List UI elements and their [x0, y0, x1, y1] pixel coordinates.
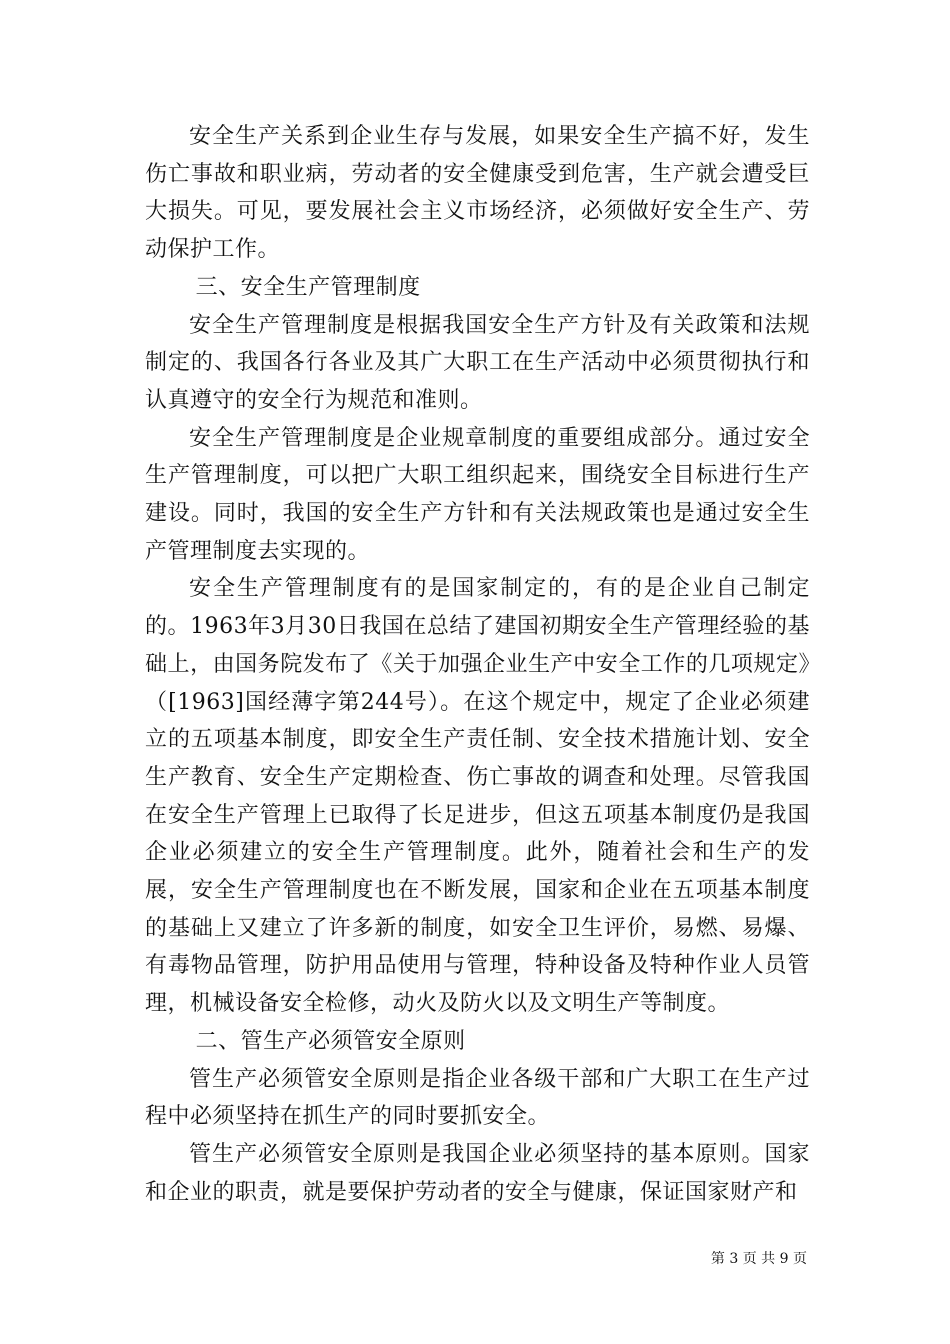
paragraph-principle-definition: 管生产必须管安全原则是指企业各级干部和广大职工在生产过程中必须坚持在抓生产的同时要抓安全。 [145, 1066, 810, 1130]
section-heading-management-system: 三、安全生产管理制度 [195, 274, 421, 300]
paragraph-system-history: 安全生产管理制度有的是国家制定的，有的是企业自己制定的。1963年3月30日我国在总结了建国初期安全生产管理经验的基础上，由国务院发布了《关于加强企业生产中安全工作的几项规定》（[1963]国经薄字第244号）。在这个规定中，规定了企业必须建立的五项基本制度，即安全生产责任制、安全技术措施计划、安全生产教育、安全生产定期检查、伤亡事故的调查和处理。尽管我国在安全生产管理上已取得了长足进步，但这五项基本制度仍是我国企业必须建立的安全生产管理制度。此外，随着社会和生产的发展，安全生产管理制度也在不断发展，国家和企业在五项基本制度的基础上又建立了许多新的制度，如安全卫生评价，易燃、易爆、有毒物品管理，防护用品使用与管理，特种设备及特种作业人员管理，机械设备安全检修，动火及防火以及文明生产等制度。 [145, 576, 810, 1017]
paragraph-system-definition: 安全生产管理制度是根据我国安全生产方针及有关政策和法规制定的、我国各行各业及其广大职工在生产活动中必须贯彻执行和认真遵守的安全行为规范和准则。 [145, 312, 810, 413]
paragraph-system-role: 安全生产管理制度是企业规章制度的重要组成部分。通过安全生产管理制度，可以把广大职工组织起来，围绕安全目标进行生产建设。同时，我国的安全生产方针和有关法规政策也是通过安全生产管理制度去实现的。 [145, 425, 810, 564]
paragraph-safety-importance: 安全生产关系到企业生存与发展，如果安全生产搞不好，发生伤亡事故和职业病，劳动者的安全健康受到危害，生产就会遭受巨大损失。可见，要发展社会主义市场经济，必须做好安全生产、劳动保护工作。 [145, 124, 810, 263]
section-heading-production-safety-principle: 二、管生产必须管安全原则 [195, 1028, 466, 1054]
paragraph-principle-importance: 管生产必须管安全原则是我国企业必须坚持的基本原则。国家和企业的职责，就是要保护劳动者的安全与健康，保证国家财产和 [145, 1141, 810, 1205]
document-body [145, 118, 810, 1211]
page-number-footer: 第 3 页 共 9 页 [710, 1251, 807, 1267]
